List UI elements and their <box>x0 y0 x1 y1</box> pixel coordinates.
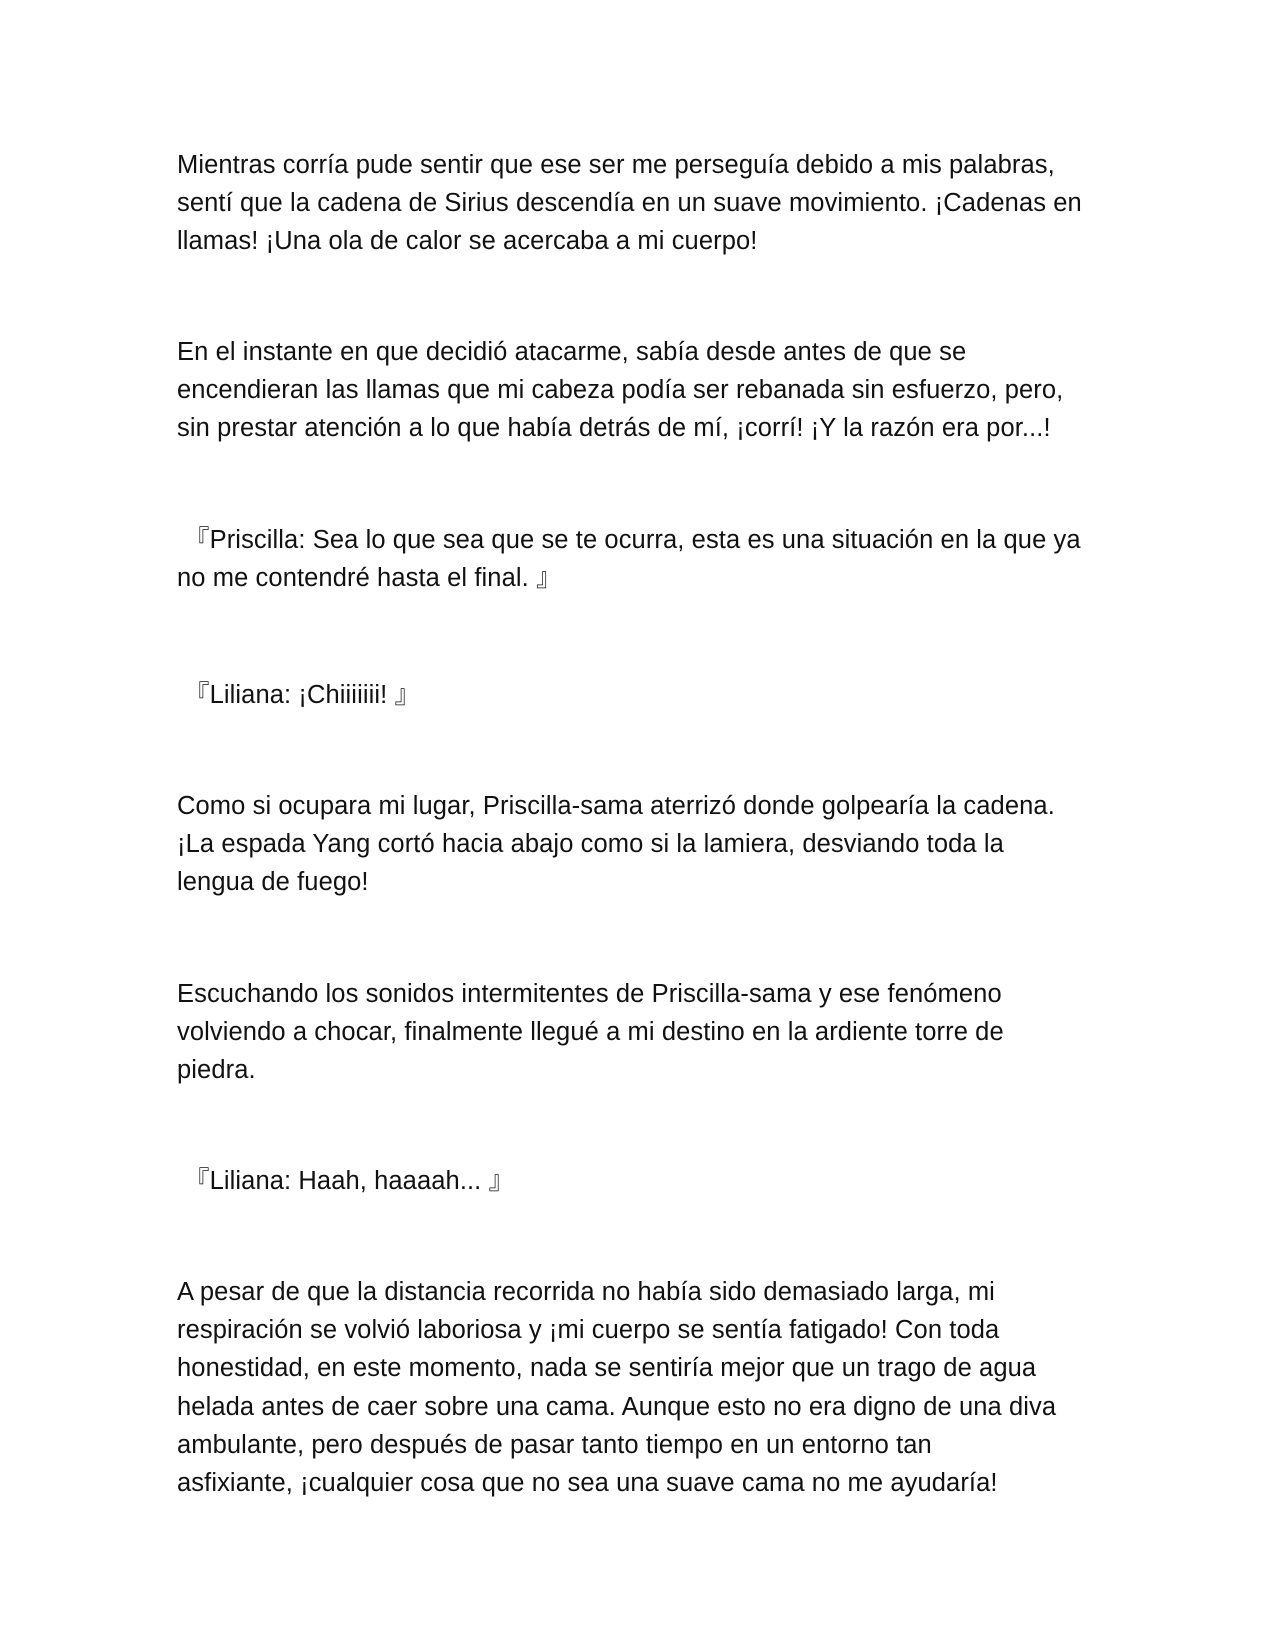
text-line: volviendo a chocar, finalmente llegué a mi destino en la ardiente torre de <box>177 1018 1004 1047</box>
paragraph-1 <box>177 146 1097 261</box>
text-line: encendieran las llamas que mi cabeza podía ser rebanada sin esfuerzo, pero, <box>177 376 1064 405</box>
dialogue-priscilla <box>177 521 1104 597</box>
text-line: Como si ocupara mi lugar, Priscilla-sama aterrizó donde golpearía la cadena. <box>177 792 1055 820</box>
paragraph-4 <box>177 975 1097 1090</box>
text-line: lengua de fuego! <box>177 868 369 897</box>
text-line: sin prestar atención a lo que había detrás de mí, ¡corrí! ¡Y la razón era por...! <box>177 414 1051 443</box>
text-line: honestidad, en este momento, nada se sentiría mejor que un trago de agua <box>177 1354 1037 1383</box>
paragraph-5 <box>177 1273 1097 1502</box>
paragraph-3 <box>177 787 1097 902</box>
text-line: no me contendré hasta el final. 』 <box>177 564 562 593</box>
text-line: ambulante, pero después de pasar tanto tiempo en un entorno tan <box>177 1430 932 1459</box>
text-line: helada antes de caer sobre una cama. Aunque esto no era digno de una diva <box>177 1392 1057 1421</box>
text-line: En el instante en que decidió atacarme, sabía desde antes de que se <box>177 338 967 366</box>
text-line: respiración se volvió laboriosa y ¡mi cuerpo se sentía fatigado! Con toda <box>177 1316 1000 1345</box>
text-line: sentí que la cadena de Sirius descendía en un suave movimiento. ¡Cadenas en <box>177 189 1082 218</box>
paragraph-2 <box>177 333 1097 448</box>
dialogue-liliana-1 <box>184 676 1104 714</box>
text-line: 『Priscilla: Sea lo que sea que se te ocurra, esta es una situación en la que ya <box>184 526 1081 554</box>
dialogue-liliana-2 <box>184 1162 1104 1200</box>
text-line: asfixiante, ¡cualquier cosa que no sea una suave cama no me ayudaría! <box>177 1468 998 1497</box>
text-line: 『Liliana: ¡Chiiiiiii! 』 <box>184 681 421 709</box>
text-line: piedra. <box>177 1056 256 1085</box>
text-line: A pesar de que la distancia recorrida no había sido demasiado larga, mi <box>177 1278 995 1306</box>
text-line: ¡La espada Yang cortó hacia abajo como si la lamiera, desviando toda la <box>177 830 1004 859</box>
text-line: Mientras corría pude sentir que ese ser me perseguía debido a mis palabras, <box>177 151 1055 179</box>
text-line: Escuchando los sonidos intermitentes de Priscilla-sama y ese fenómeno <box>177 980 1002 1008</box>
text-line: llamas! ¡Una ola de calor se acercaba a mi cuerpo! <box>177 227 758 256</box>
text-line: 『Liliana: Haah, haaaah... 』 <box>184 1167 515 1195</box>
